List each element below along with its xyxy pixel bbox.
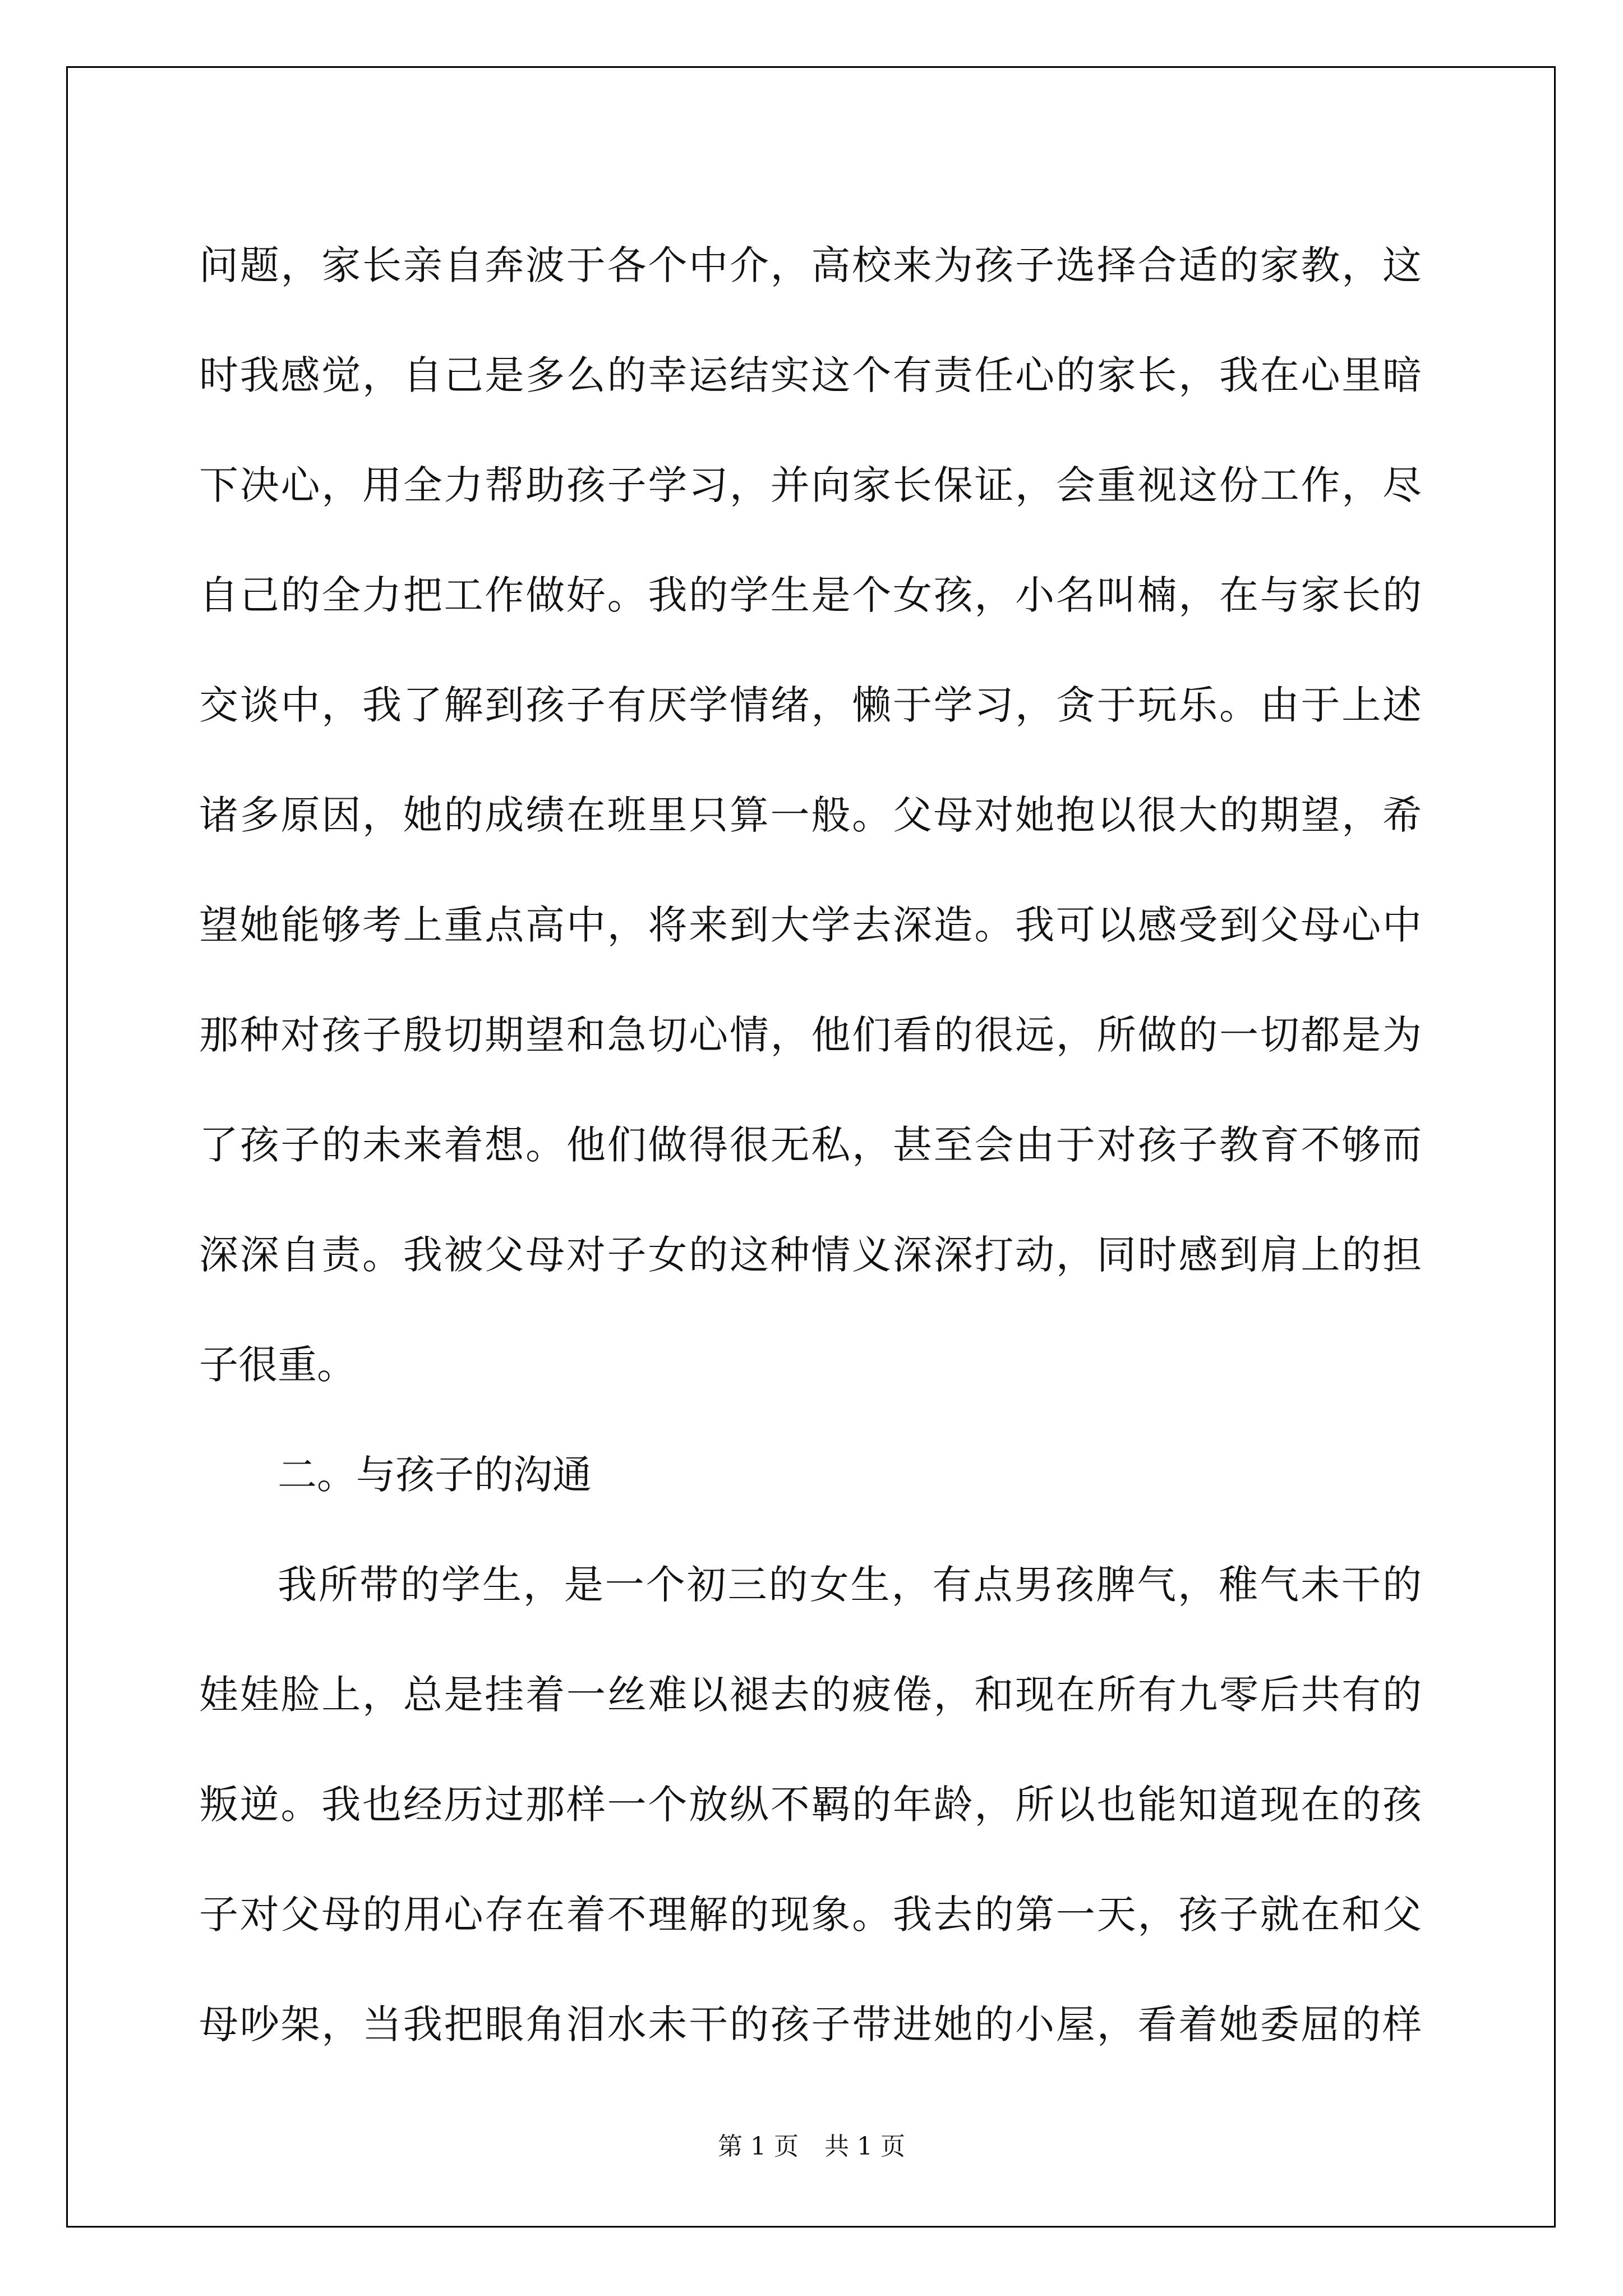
text-line: 叛逆。我也经历过那样一个放纵不羁的年龄，所以也能知道现在的孩 — [199, 1782, 1422, 1828]
text-line: 了孩子的未来着想。他们做得很无私，甚至会由于对孩子教育不够而 — [199, 1122, 1422, 1168]
text-line: 我所带的学生，是一个初三的女生，有点男孩脾气，稚气未干的 — [278, 1562, 1422, 1608]
page-total: 共 1 页 — [824, 2132, 905, 2161]
document-body — [199, 210, 1422, 2079]
text-line: 问题，家长亲自奔波于各个中介，高校来为孩子选择合适的家教，这 — [199, 242, 1422, 288]
text-line: 交谈中，我了解到孩子有厌学情绪，懒于学习，贪于玩乐。由于上述 — [199, 682, 1422, 728]
text-line: 望她能够考上重点高中，将来到大学去深造。我可以感受到父母心中 — [199, 902, 1422, 948]
page-number: 第 1 页 — [718, 2132, 799, 2161]
text-line: 子很重。 — [199, 1342, 356, 1388]
page-footer — [0, 2126, 1623, 2162]
section-heading: 二。与孩子的沟通 — [278, 1452, 592, 1498]
text-line: 娃娃脸上，总是挂着一丝难以褪去的疲倦，和现在所有九零后共有的 — [199, 1672, 1422, 1718]
text-line: 母吵架，当我把眼角泪水未干的孩子带进她的小屋，看着她委屈的样 — [199, 2001, 1422, 2047]
text-line: 时我感觉，自己是多么的幸运结实这个有责任心的家长，我在心里暗 — [199, 352, 1422, 398]
text-line: 子对父母的用心存在着不理解的现象。我去的第一天，孩子就在和父 — [199, 1892, 1422, 1938]
text-line: 深深自责。我被父母对子女的这种情义深深打动，同时感到肩上的担 — [199, 1232, 1422, 1278]
text-line: 自己的全力把工作做好。我的学生是个女孩，小名叫楠，在与家长的 — [199, 572, 1422, 618]
text-line: 诸多原因，她的成绩在班里只算一般。父母对她抱以很大的期望，希 — [199, 792, 1422, 838]
text-line: 下决心，用全力帮助孩子学习，并向家长保证，会重视这份工作，尽 — [199, 462, 1422, 508]
text-line: 那种对孩子殷切期望和急切心情，他们看的很远，所做的一切都是为 — [199, 1012, 1422, 1058]
